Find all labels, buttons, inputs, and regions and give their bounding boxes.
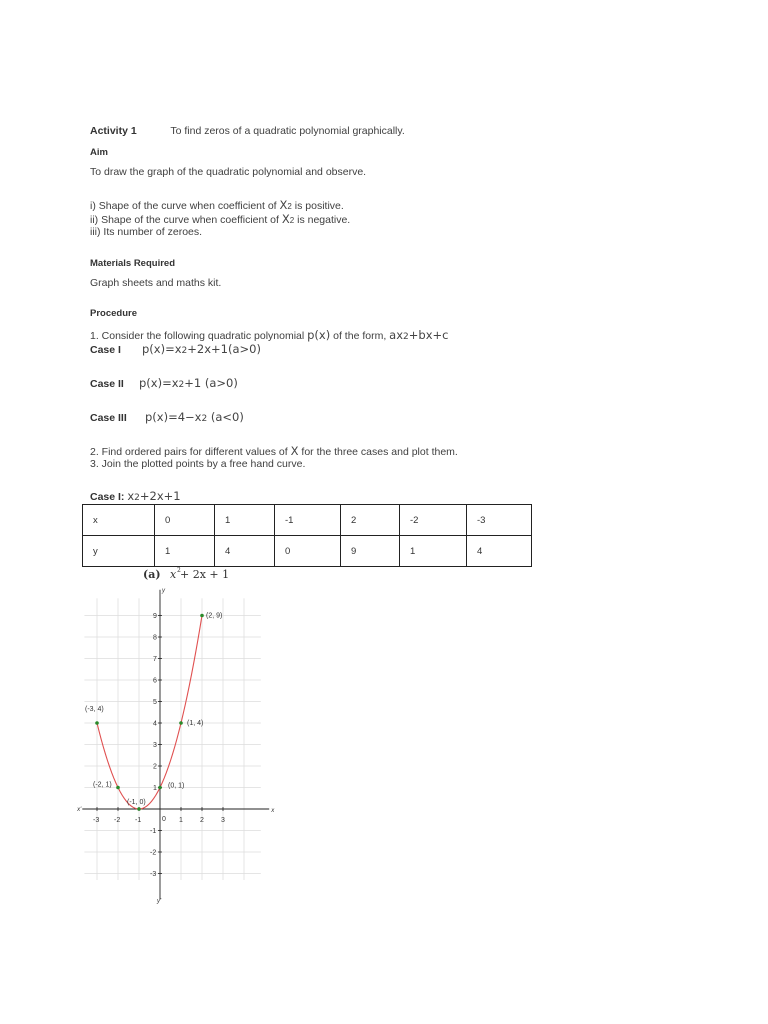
materials-text: Graph sheets and maths kit. bbox=[90, 277, 222, 289]
point-label: (-3, 4) bbox=[85, 706, 104, 713]
activity-label: Activity 1 bbox=[90, 125, 137, 137]
step2-prefix: 2. Find ordered pairs for different values of bbox=[90, 446, 291, 458]
aim-item-exp: 2 bbox=[289, 216, 295, 225]
y-tick-label: -2 bbox=[150, 849, 157, 857]
table-cell: 1 bbox=[155, 536, 215, 567]
table-cell: 0 bbox=[155, 505, 215, 536]
y-tick-label: 9 bbox=[153, 613, 157, 620]
data-point bbox=[200, 614, 204, 618]
case-expr-exp: 2 bbox=[181, 346, 188, 356]
aim-item-text: i) Shape of the curve when coefficient of bbox=[90, 200, 280, 212]
y-tick-label: 8 bbox=[153, 634, 157, 642]
x-tick-label: 1 bbox=[179, 817, 183, 824]
case-label: Case II bbox=[90, 378, 124, 390]
table-case-expr: x bbox=[127, 489, 135, 503]
table-cell: 4 bbox=[467, 536, 532, 567]
x-tick-label: -3 bbox=[93, 817, 100, 824]
graph-caption-tail: + 2x + 1 bbox=[180, 568, 230, 581]
y-tick-label: -1 bbox=[150, 828, 157, 835]
step1-form-a: ax bbox=[389, 328, 404, 342]
step1-prefix: 1. Consider the following quadratic polynomial bbox=[90, 330, 308, 342]
aim-item-1 bbox=[90, 198, 344, 212]
materials-heading: Materials Required bbox=[90, 258, 175, 269]
point-label: (2, 9) bbox=[206, 612, 223, 620]
values-table bbox=[82, 504, 532, 567]
case-expr-exp: 2 bbox=[201, 414, 208, 424]
case-1-table-label bbox=[90, 489, 181, 503]
case-expr-exp: 2 bbox=[178, 380, 185, 390]
graph-caption-exp: 2 bbox=[177, 567, 181, 574]
table-cell: -2 bbox=[400, 505, 467, 536]
case-expr-tail: +2x+1(a>0) bbox=[187, 342, 261, 356]
case-label: Case I bbox=[90, 344, 121, 356]
step2-x: X bbox=[290, 444, 299, 458]
y-tick-label: 3 bbox=[153, 742, 157, 749]
procedure-heading: Procedure bbox=[90, 308, 137, 319]
case-expr-tail: (a<0) bbox=[207, 410, 244, 424]
data-point bbox=[116, 786, 120, 790]
aim-item-3 bbox=[90, 226, 202, 238]
point-label: (-2, 1) bbox=[93, 781, 112, 789]
data-point bbox=[158, 786, 162, 790]
point-label: (-1, 0) bbox=[127, 799, 146, 806]
y-axis-label-neg: y' bbox=[157, 898, 162, 905]
y-tick-label: 1 bbox=[153, 785, 157, 792]
step1-px: p(x) bbox=[307, 328, 331, 342]
aim-item-tail: is negative. bbox=[294, 214, 351, 226]
case-expr: p(x)=x bbox=[142, 342, 182, 356]
aim-item-var: X bbox=[279, 198, 288, 212]
table-case-expr-exp: 2 bbox=[134, 493, 140, 503]
x-axis-label: x bbox=[271, 808, 275, 814]
table-row-y bbox=[83, 536, 532, 567]
x-tick-label: 2 bbox=[200, 817, 204, 824]
step1-mid: of the form, bbox=[330, 330, 390, 342]
activity-title: To find zeros of a quadratic polynomial graphically. bbox=[170, 125, 405, 137]
y-tick-label: 6 bbox=[153, 677, 157, 685]
y-axis-label: y bbox=[162, 587, 165, 594]
step1-form-exp: 2 bbox=[403, 332, 409, 342]
case-expr-tail: +1 (a>0) bbox=[184, 376, 238, 390]
table-cell: 1 bbox=[215, 505, 275, 536]
data-point bbox=[95, 721, 99, 725]
procedure-step-1 bbox=[90, 328, 448, 342]
parabola-curve bbox=[97, 616, 202, 810]
step2-suffix: for the three cases and plot them. bbox=[298, 446, 458, 458]
x-tick-label: 3 bbox=[221, 817, 225, 824]
y-tick-label: 5 bbox=[153, 699, 157, 706]
case-expr: p(x)=4−x bbox=[145, 410, 202, 424]
point-label: (0, 1) bbox=[168, 782, 185, 790]
aim-item-var: X bbox=[281, 212, 290, 226]
graph-svg bbox=[77, 565, 275, 910]
case-expr: p(x)=x bbox=[139, 376, 179, 390]
y-tick-label: -3 bbox=[150, 871, 157, 878]
table-cell: 1 bbox=[400, 536, 467, 567]
aim-text: To draw the graph of the quadratic polynomial and observe. bbox=[90, 166, 367, 178]
case-2-line bbox=[90, 376, 238, 390]
table-cell: 4 bbox=[215, 536, 275, 567]
activity-header bbox=[90, 125, 405, 137]
x-tick-label: -1 bbox=[135, 817, 142, 824]
y-tick-label: 4 bbox=[153, 720, 157, 728]
table-cell: 9 bbox=[341, 536, 400, 567]
graph-caption-expr: x bbox=[170, 568, 177, 581]
table-cell: y bbox=[83, 536, 155, 567]
y-tick-label: 7 bbox=[153, 656, 157, 663]
y-tick-label: 2 bbox=[153, 763, 157, 771]
table-cell: -1 bbox=[275, 505, 341, 536]
case-3-line bbox=[90, 410, 244, 424]
table-cell: x bbox=[83, 505, 155, 536]
aim-item-2 bbox=[90, 212, 350, 226]
table-case-expr-tail: +2x+1 bbox=[139, 489, 181, 503]
case-1-line bbox=[90, 342, 261, 356]
aim-item-text: ii) Shape of the curve when coefficient of bbox=[90, 214, 282, 226]
aim-item-text: iii) Its number of zeroes. bbox=[90, 226, 203, 238]
aim-item-tail: is positive. bbox=[291, 200, 344, 212]
table-case-label: Case I: bbox=[90, 491, 125, 503]
x-axis-label-neg: x' bbox=[77, 807, 82, 813]
table-cell: -3 bbox=[467, 505, 532, 536]
data-point bbox=[179, 721, 183, 725]
parabola-graph bbox=[77, 565, 275, 910]
case-label: Case III bbox=[90, 412, 127, 424]
x-tick-label: -2 bbox=[114, 817, 121, 824]
graph-caption-label: (a) bbox=[143, 568, 161, 581]
aim-heading: Aim bbox=[90, 147, 108, 158]
data-point bbox=[137, 807, 141, 811]
step1-form-b: +bx+c bbox=[408, 328, 449, 342]
point-label: (1, 4) bbox=[187, 720, 204, 727]
table-row-x bbox=[83, 505, 532, 536]
origin-label: 0 bbox=[162, 816, 166, 823]
procedure-step-2 bbox=[90, 444, 458, 458]
table-cell: 0 bbox=[275, 536, 341, 567]
aim-item-exp: 2 bbox=[287, 202, 292, 211]
procedure-step-3: 3. Join the plotted points by a free hand curve. bbox=[90, 458, 306, 470]
table-cell: 2 bbox=[341, 505, 400, 536]
